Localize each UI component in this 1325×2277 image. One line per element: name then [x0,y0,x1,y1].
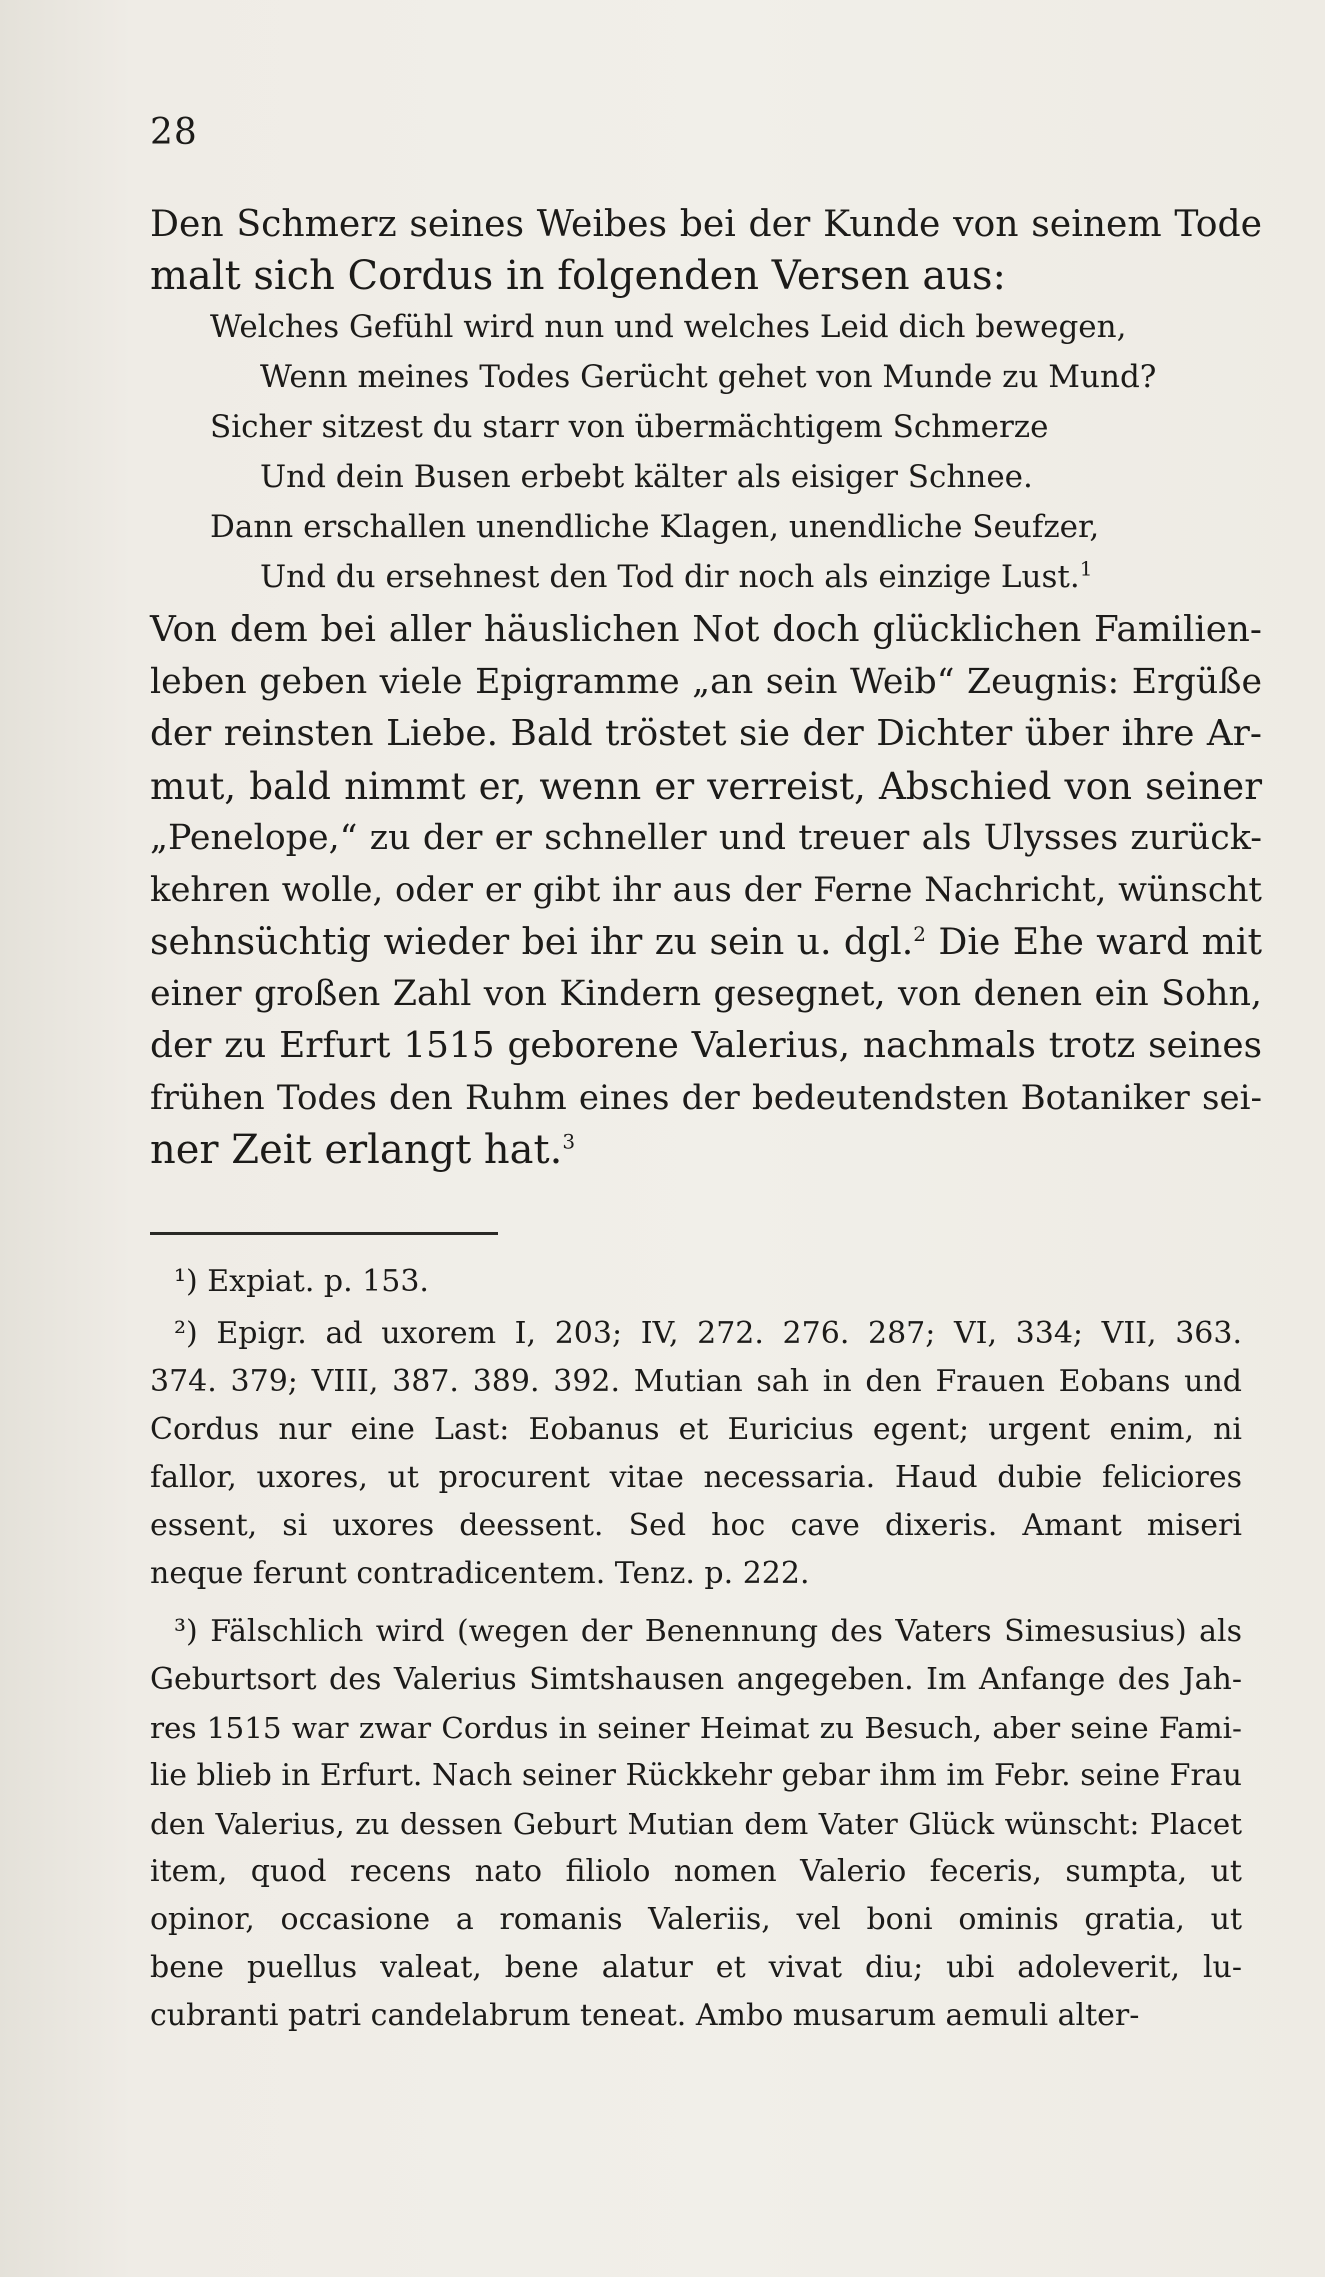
text-line: leben geben viele Epigramme „an sein Weib“ Zeugnis: Ergüße [150,662,1262,702]
footnote-marker: 1 [1079,556,1093,581]
verse-line: Dann erschallen unendliche Klagen, unendliche Seufzer, [210,509,1100,545]
footnote-line: ²) Epigr. ad uxorem I, 203; IV, 272. 276. 287; VI, 334; VII, 363. [174,1316,1242,1351]
text-line: kehren wolle, oder er gibt ihr aus der Ferne Nachricht, wünscht [150,870,1262,909]
verse-line: Wenn meines Todes Gerücht gehet von Munde zu Mund? [260,359,1157,395]
footnote-line: item, quod recens nato filiolo nomen Valerio feceris, sumpta, ut [150,1854,1242,1889]
verse-line-text: Und du ersehnest den Tod dir noch als einzige Lust. [260,559,1080,595]
text-line: der zu Erfurt 1515 geborene Valerius, nachmals trotz seines [150,1025,1262,1066]
main-paragraph [150,604,1262,1176]
footnote-line: bene puellus valeat, bene alatur et vivat diu; ubi adoleverit, lu- [150,1950,1242,1985]
text-line: mut, bald nimmt er, wenn er verreist, Abschied von seiner [150,764,1262,808]
footnote-1 [150,1258,1242,1306]
intro-paragraph [150,198,1262,302]
verse-line: Welches Gefühl wird nun und welches Leid dich bewegen, [210,309,1127,345]
text-segment: Die Ehe ward mit [938,920,1262,963]
text-line: malt sich Cordus in folgenden Versen aus: [150,253,1007,299]
text-line: der reinsten Liebe. Bald tröstet sie der Dichter über ihre Ar- [150,713,1262,754]
footnote-line: ¹) Expiat. p. 153. [174,1264,429,1299]
footnote-line: cubranti patri candelabrum teneat. Ambo musarum aemuli alter- [150,1998,1140,2033]
footnote-line: res 1515 war zwar Cordus in seiner Heimat zu Besuch, aber seine Fami- [150,1711,1242,1745]
text-line: Von dem bei aller häuslichen Not doch glücklichen Familien- [150,609,1262,650]
verse-line: Und dein Busen erbebt kälter als eisiger Schnee. [260,459,1033,495]
footnote-3 [150,1608,1242,2040]
footnote-line: Geburtsort des Valerius Simtshausen angegeben. Im Anfange des Jah- [150,1662,1242,1697]
text-line: „Penelope,“ zu der er schneller und treuer als Ulysses zurück- [150,818,1262,858]
footnote-marker: 2 [913,921,926,946]
footnote-line: opinor, occasione a romanis Valeriis, vel boni ominis gratia, ut [150,1902,1242,1937]
verse-line-last [150,552,1262,602]
footnote-divider [150,1232,498,1235]
footnote-line: neque ferunt contradicentem. Tenz. p. 222. [150,1556,810,1591]
text-segment: ner Zeit erlangt hat. [150,1127,563,1173]
text-line: frühen Todes den Ruhm eines der bedeutendsten Botaniker sei- [150,1078,1262,1118]
text-line: Den Schmerz seines Weibes bei der Kunde von seinem Tode [150,202,1262,245]
footnote-line: ³) Fälschlich wird (wegen der Benennung des Vaters Simesusius) als [174,1614,1242,1649]
text-line-with-marker [150,916,1262,968]
text-segment: sehnsüchtig wieder bei ihr zu sein u. dgl. [150,920,914,963]
footnote-2 [150,1310,1242,1598]
verse-quote [150,302,1262,602]
footnote-line: lie blieb in Erfurt. Nach seiner Rückkehr gebar ihm im Febr. seine Frau [150,1758,1242,1793]
footnote-line: essent, si uxores deessent. Sed hoc cave dixeris. Amant miseri [150,1508,1242,1543]
footnote-line: den Valerius, zu dessen Geburt Mutian dem Vater Glück wünscht: Placet [150,1807,1242,1841]
verse-line: Sicher sitzest du starr von übermächtigem Schmerze [210,409,1049,445]
footnote-marker: 3 [562,1129,576,1154]
page-number: 28 [150,112,198,153]
footnote-line: Cordus nur eine Last: Eobanus et Euricius egent; urgent enim, ni [150,1412,1242,1447]
text-line: einer großen Zahl von Kindern gesegnet, von denen ein Sohn, [150,974,1262,1014]
footnote-line: fallor, uxores, ut procurent vitae necessaria. Haud dubie feliciores [150,1460,1242,1495]
footnote-line: 374. 379; VIII, 387. 389. 392. Mutian sah in den Frauen Eobans und [150,1364,1242,1399]
text-line-with-marker [150,1124,1262,1176]
